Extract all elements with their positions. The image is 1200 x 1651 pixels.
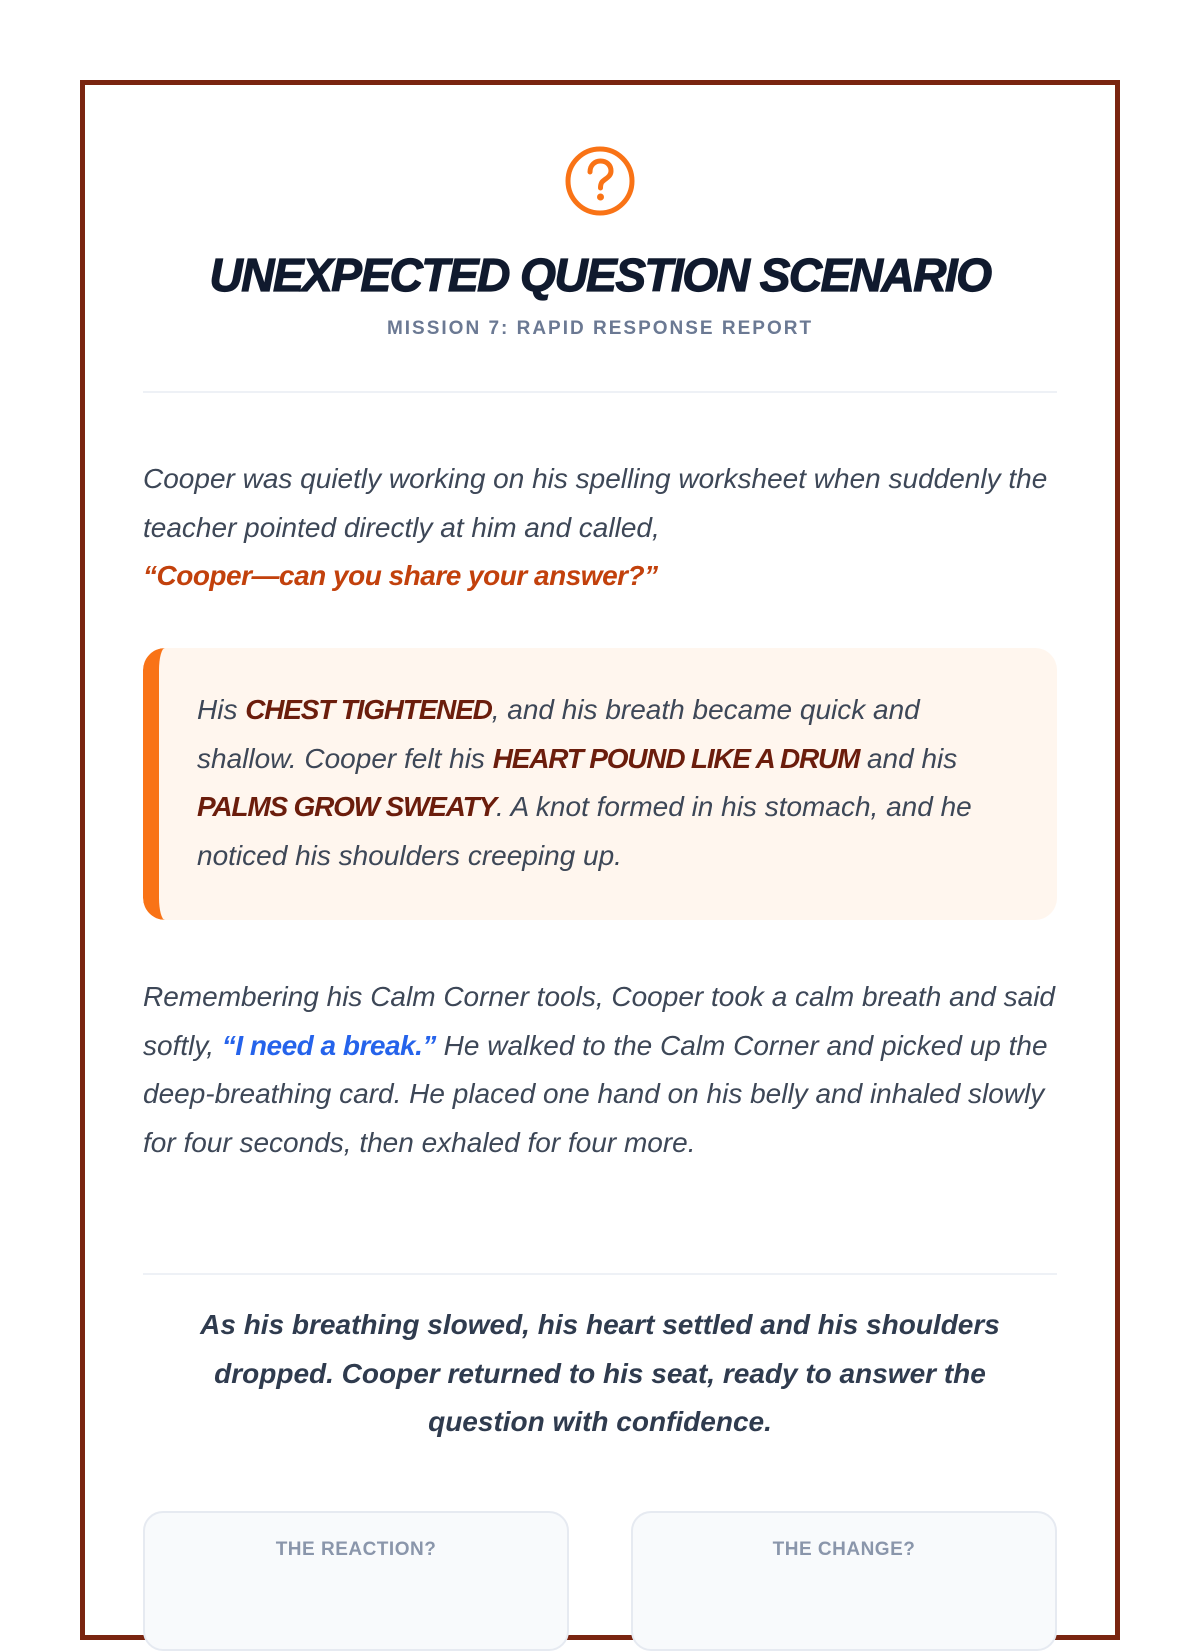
physical-reaction-callout	[143, 648, 1057, 920]
divider	[143, 1273, 1057, 1275]
change-question-label: THE CHANGE?	[772, 1539, 916, 1560]
response-paragraph	[143, 973, 1057, 1167]
emphasis-palms-sweaty: PALMS GROW SWEATY	[197, 791, 496, 822]
response-text-part: He walked to the Calm Corner and picked up the deep-breathing card. He placed one hand on his belly and inhaled slowly for four seconds, then exhaled for four more.	[143, 1029, 1048, 1158]
scenario-card	[80, 80, 1120, 1640]
callout-text-part: , and his breath became quick and shallow. Cooper felt his	[197, 694, 920, 774]
page-subtitle: MISSION 7: RAPID RESPONSE REPORT	[386, 318, 814, 339]
response-text-part: Remembering his Calm Corner tools, Cooper took a calm breath and said softly,	[143, 981, 1055, 1061]
change-question-box[interactable]	[631, 1511, 1057, 1651]
divider	[143, 391, 1057, 393]
intro-paragraph	[143, 455, 1057, 601]
intro-text: Cooper was quietly working on his spelling worksheet when suddenly the teacher pointed directly at him and called,	[143, 463, 1048, 543]
callout-text-part: . A knot formed in his stomach, and he noticed his shoulders creeping up.	[197, 791, 972, 871]
page-title: UNEXPECTED QUESTION SCENARIO	[209, 249, 991, 301]
emphasis-chest-tightened: CHEST TIGHTENED	[245, 694, 492, 725]
break-quote: “I need a break.”	[221, 1029, 436, 1061]
callout-accent-bar	[143, 648, 165, 920]
callout-text-part: His	[197, 694, 246, 725]
conclusion-paragraph: As his breathing slowed, his heart settled and his shoulders dropped. Cooper returned to his seat, ready to answer the question with confidence.	[200, 1309, 1000, 1437]
callout-text	[197, 686, 1017, 880]
reaction-question-box[interactable]	[143, 1511, 569, 1651]
reaction-question-label: THE REACTION?	[275, 1539, 437, 1560]
callout-text-part: and his	[859, 742, 958, 774]
emphasis-heart-pound: HEART POUND LIKE A DRUM	[492, 742, 860, 774]
teacher-quote: “Cooper—can you share your answer?”	[143, 560, 658, 591]
question-circle-icon	[562, 143, 638, 219]
